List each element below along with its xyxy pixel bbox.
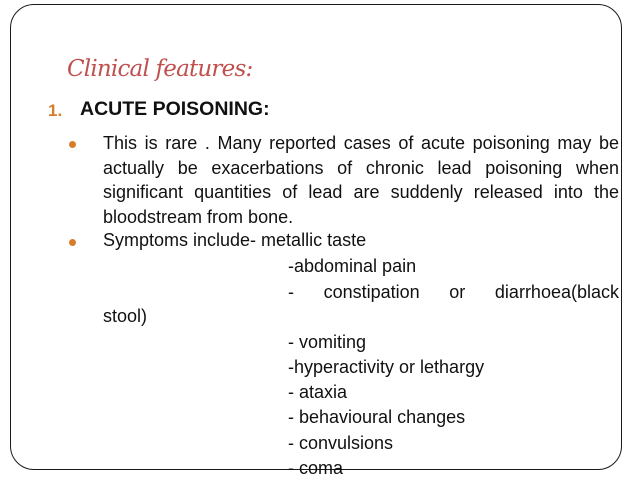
symptom-item: -abdominal pain — [288, 256, 417, 276]
symptom-item-continuation: stool) — [103, 306, 148, 326]
symptom-item: - behavioural changes — [288, 407, 466, 427]
symptom-item: -hyperactivity or lethargy — [288, 357, 485, 377]
symptom-item: - convulsions — [288, 433, 394, 453]
symptom-item: - ataxia — [288, 382, 348, 402]
symptom-item: - vomiting — [288, 332, 367, 352]
section-number: 1. — [48, 101, 63, 120]
slide-title: Clinical features: — [67, 56, 253, 82]
symptom-item: - coma — [288, 458, 344, 478]
section-heading: ACUTE POISONING: — [80, 98, 270, 120]
bullet-icon — [69, 141, 76, 148]
bullet-paragraph-2: Symptoms include- metallic taste — [103, 230, 367, 250]
symptom-item: - constipation or diarrhoea(black — [288, 282, 619, 302]
bullet-paragraph-1: This is rare . Many reported cases of acute poisoning may be actually be exacerbations of chronic lead poisoning when significant quantities of lead are suddenly released into the bloodstream from bone. — [103, 133, 619, 227]
bullet-icon — [69, 239, 76, 246]
